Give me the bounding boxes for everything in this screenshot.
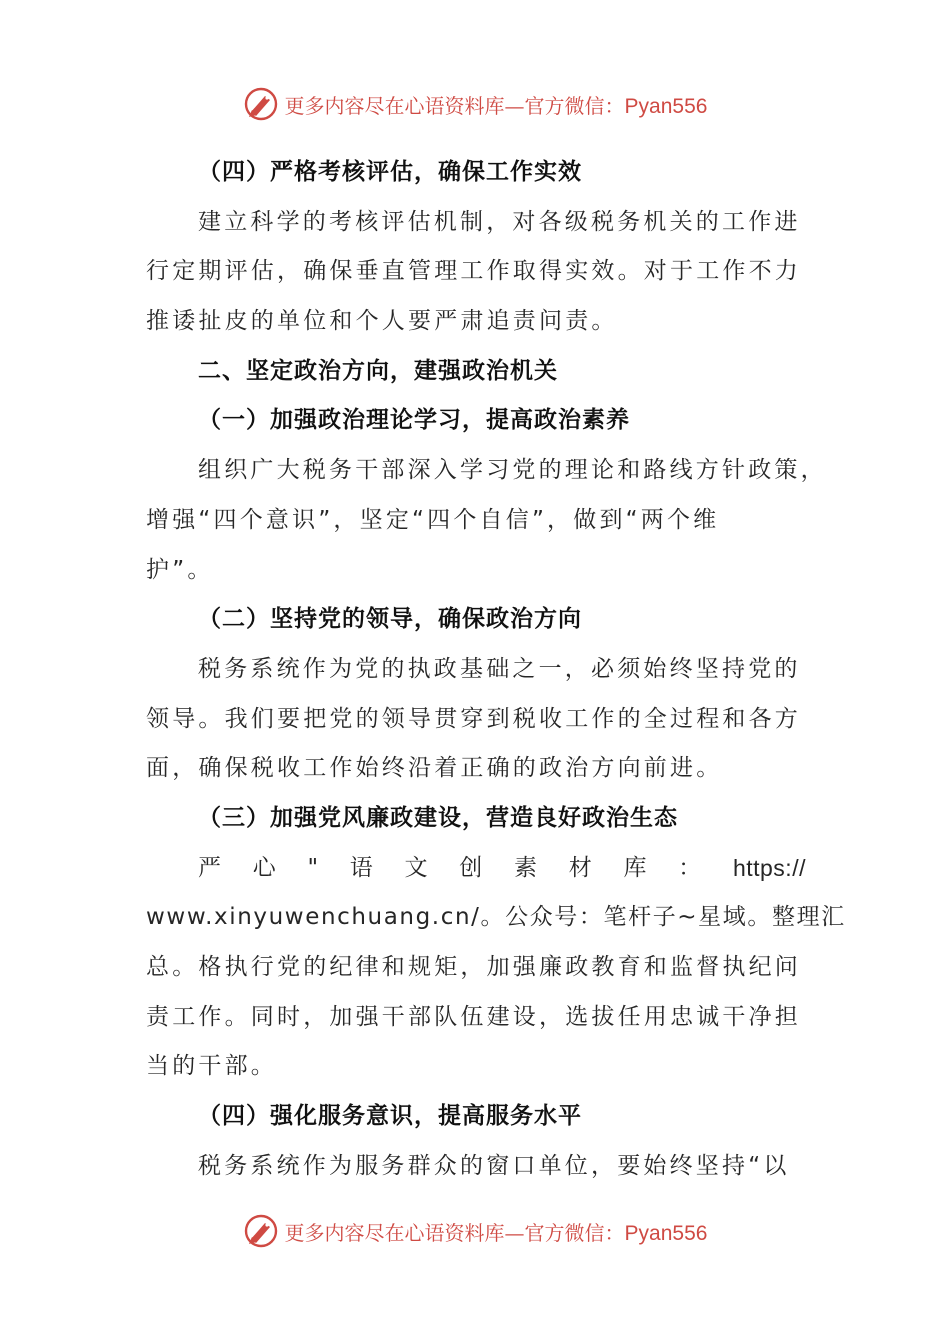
paragraph-line: 推诿扯皮的单位和个人要严肃追责问责。 — [146, 308, 618, 335]
justified-char: ： — [678, 854, 702, 881]
section-heading: （三）加强党风廉政建设，营造良好政治生态 — [198, 804, 678, 831]
pen-nib-logo-icon — [243, 86, 279, 122]
banner-wechat-id: Pyan556 — [624, 94, 708, 118]
paragraph-line: 护”。 — [146, 556, 214, 583]
justified-char: 心 — [252, 854, 276, 881]
paragraph-line — [146, 893, 846, 943]
justified-char: 素 — [514, 854, 537, 881]
paragraph-line-justified — [146, 844, 806, 894]
justified-char: 创 — [459, 854, 483, 881]
paragraph-line-text: www.xinyuwenchuang.cn/。公众号：笔杆子~星域。整理汇 — [146, 904, 846, 931]
pen-nib-logo-icon — [243, 1213, 279, 1249]
paragraph-line: 总。格执行党的纪律和规矩，加强廉政教育和监督执纪问 — [146, 954, 801, 980]
paragraph-line: 领导。我们要把党的领导贯穿到税收工作的全过程和各方 — [146, 705, 801, 732]
paragraph-line: 增强“四个意识”，坚定“四个自信”，做到“两个维 — [146, 506, 720, 533]
justified-char: 语 — [349, 854, 373, 881]
section-heading: （四）严格考核评估，确保工作实效 — [198, 159, 582, 185]
section-heading: （二）坚持党的领导，确保政治方向 — [198, 606, 582, 633]
section-heading: （四）强化服务意识，提高服务水平 — [198, 1103, 582, 1130]
paragraph-line: 面，确保税收工作始终沿着正确的政治方向前进。 — [146, 755, 723, 782]
paragraph-line: 组织广大税务干部深入学习党的理论和路线方针政策， — [198, 457, 827, 484]
banner-text: 更多内容尽在心语资料库—官方微信：Pyan556 — [284, 1220, 708, 1245]
footer-banner — [0, 1207, 950, 1255]
section-heading: （一）加强政治理论学习，提高政治素养 — [198, 407, 630, 434]
justified-char: " — [307, 854, 319, 881]
paragraph-line: 税务系统作为党的执政基础之一，必须始终坚持党的 — [198, 655, 801, 682]
justified-char: 严 — [198, 854, 221, 881]
banner-text: 更多内容尽在心语资料库—官方微信：Pyan556 — [284, 93, 708, 118]
paragraph-line: 建立科学的考核评估机制，对各级税务机关的工作进 — [198, 208, 801, 235]
document-body — [146, 148, 846, 1191]
url-link[interactable]: https:// — [732, 854, 806, 881]
banner-wechat-id: Pyan556 — [624, 1221, 708, 1245]
justified-char: 文 — [404, 854, 428, 881]
paragraph-line: 税务系统作为服务群众的窗口单位，要始终坚持“以 — [198, 1152, 790, 1179]
header-banner — [0, 80, 950, 128]
justified-char: 材 — [568, 854, 592, 881]
chapter-heading: 二、坚定政治方向，建强政治机关 — [198, 357, 558, 384]
paragraph-line: 行定期评估，确保垂直管理工作取得实效。对于工作不力 — [146, 258, 801, 285]
paragraph-line: 当的干部。 — [146, 1053, 277, 1080]
paragraph-line: 责工作。同时，加强干部队伍建设，选拔任用忠诚干净担 — [146, 1003, 801, 1030]
justified-char: 库 — [623, 854, 647, 881]
